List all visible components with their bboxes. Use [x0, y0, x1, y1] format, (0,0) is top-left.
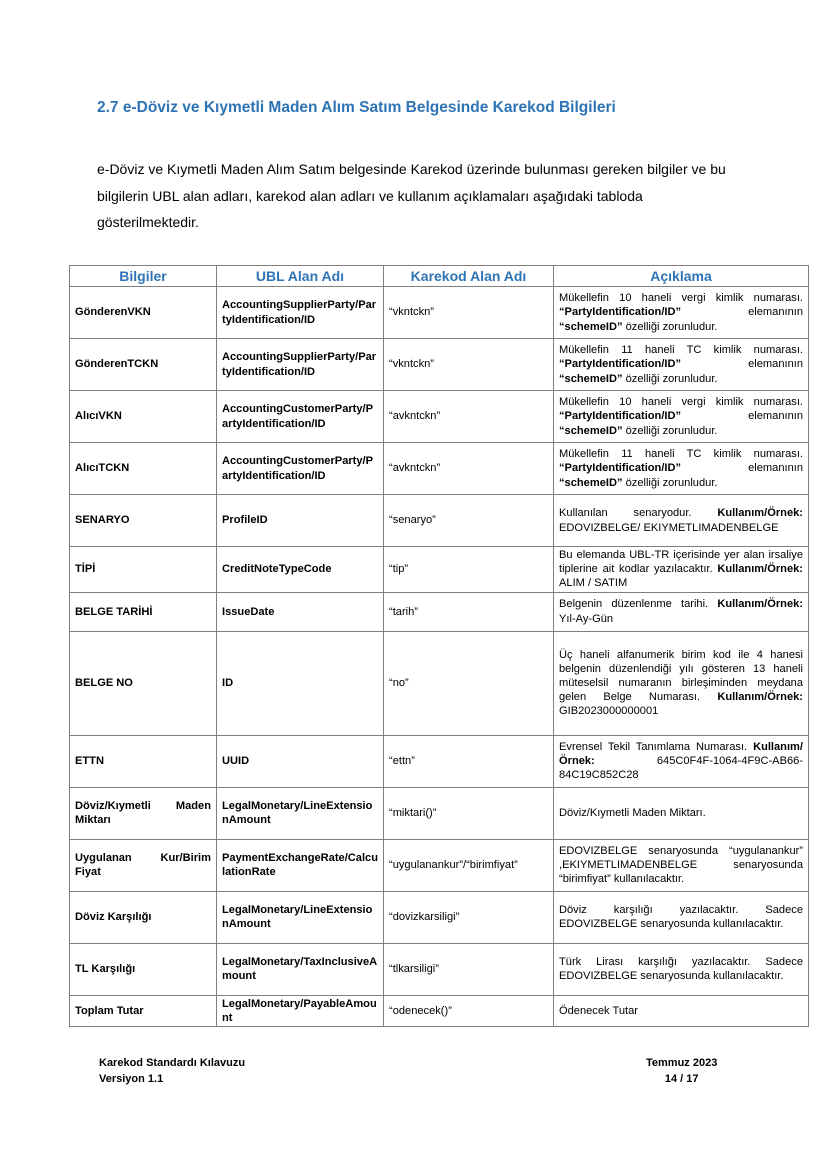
cell-aciklama [554, 443, 809, 495]
emphasis-text: “PartyIdentification/ID” [559, 410, 682, 423]
cell-bilgi: ETTN [70, 735, 217, 787]
cell-bilgi: SENARYO [70, 495, 217, 547]
description-text: elemanının [681, 358, 803, 371]
table-row [70, 891, 809, 943]
footer-page-number: 14 / 17 [664, 1073, 699, 1085]
cell-karekod-alan-adi: “tarih” [384, 592, 554, 631]
table-row [70, 391, 809, 443]
description-text: Mükellefin 11 haneli TC kimlik numarası. [559, 344, 803, 357]
cell-ubl-alan-adi: LegalMonetary/LineExtensionAmount [217, 787, 384, 839]
cell-ubl-alan-adi: CreditNoteTypeCode [217, 547, 384, 593]
cell-ubl-alan-adi: ID [217, 631, 384, 735]
description-text: Kullanılan senaryodur. [559, 507, 718, 520]
cell-bilgi: GönderenVKN [70, 287, 217, 339]
description-text: Ödenecek Tutar [559, 1004, 638, 1017]
cell-ubl-alan-adi: AccountingCustomerParty/PartyIdentification/ID [217, 391, 384, 443]
cell-ubl-alan-adi: LegalMonetary/LineExtensionAmount [217, 891, 384, 943]
cell-bilgi: Toplam Tutar [70, 995, 217, 1026]
table-row [70, 547, 809, 593]
cell-karekod-alan-adi: “vkntckn” [384, 339, 554, 391]
cell-aciklama [554, 943, 809, 995]
table-row [70, 943, 809, 995]
description-text: Mükellefin 10 haneli vergi kimlik numarası. [559, 396, 803, 409]
table-header-row [70, 266, 809, 287]
description-text: Mükellefin 11 haneli TC kimlik numarası. [559, 448, 803, 461]
cell-aciklama [554, 891, 809, 943]
cell-ubl-alan-adi: IssueDate [217, 592, 384, 631]
cell-karekod-alan-adi: “uygulanankur”/“birimfiyat” [384, 839, 554, 891]
description-text: Mükellefin 10 haneli vergi kimlik numarası. [559, 292, 803, 305]
description-text: Döviz karşılığı yazılacaktır. Sadece EDOVIZBELGE senaryosunda kullanılacaktır. [559, 903, 803, 931]
cell-karekod-alan-adi: “dovizkarsiligi” [384, 891, 554, 943]
footer-left [99, 1055, 245, 1087]
emphasis-text: Kullanım/Örnek: [717, 507, 803, 520]
cell-ubl-alan-adi: AccountingSupplierParty/PartyIdentification/ID [217, 287, 384, 339]
emphasis-text: “PartyIdentification/ID” [559, 358, 682, 371]
header-ubl-alan-adi: UBL Alan Adı [217, 266, 384, 287]
cell-aciklama [554, 391, 809, 443]
footer-date: Temmuz 2023 [646, 1057, 718, 1069]
emphasis-text: Kullanım/Örnek: [559, 740, 803, 767]
cell-karekod-alan-adi: “avkntckn” [384, 391, 554, 443]
emphasis-text: “PartyIdentification/ID” [559, 462, 682, 475]
cell-bilgi: TL Karşılığı [70, 943, 217, 995]
table-row [70, 839, 809, 891]
header-karekod-alan-adi: Karekod Alan Adı [384, 266, 554, 287]
table-row [70, 495, 809, 547]
cell-bilgi: BELGE TARİHİ [70, 592, 217, 631]
cell-karekod-alan-adi: “tip” [384, 547, 554, 593]
description-text: ALIM / SATIM [559, 577, 628, 590]
section-heading: 2.7 e-Döviz ve Kıymetli Maden Alım Satım Belgesinde Karekod Bilgileri [97, 99, 616, 116]
header-aciklama: Açıklama [554, 266, 809, 287]
cell-ubl-alan-adi: PaymentExchangeRate/CalculationRate [217, 839, 384, 891]
cell-karekod-alan-adi: “ettn” [384, 735, 554, 787]
table-row [70, 995, 809, 1026]
description-text: elemanının [681, 462, 803, 475]
cell-aciklama [554, 631, 809, 735]
description-text: özelliği zorunludur. [622, 320, 718, 333]
cell-bilgi: TİPİ [70, 547, 217, 593]
cell-karekod-alan-adi: “tlkarsiligi” [384, 943, 554, 995]
table-row [70, 443, 809, 495]
description-text: elemanının [681, 410, 803, 423]
description-text: elemanının [681, 306, 803, 319]
cell-bilgi: GönderenTCKN [70, 339, 217, 391]
cell-aciklama [554, 995, 809, 1026]
description-text: GIB2023000000001 [559, 705, 659, 718]
emphasis-text: “schemeID” [559, 424, 623, 437]
cell-bilgi: AlıcıVKN [70, 391, 217, 443]
header-bilgiler: Bilgiler [70, 266, 217, 287]
description-text: Yıl-Ay-Gün [559, 612, 614, 625]
cell-aciklama [554, 495, 809, 547]
description-text: Evrensel Tekil Tanımlama Numarası. [559, 740, 754, 753]
description-text: Belgenin düzenlenme tarihi. [559, 598, 718, 611]
qr-field-table [69, 265, 809, 1027]
table-row [70, 287, 809, 339]
description-text: özelliği zorunludur. [622, 476, 718, 489]
cell-karekod-alan-adi: “avkntckn” [384, 443, 554, 495]
cell-karekod-alan-adi: “vkntckn” [384, 287, 554, 339]
cell-karekod-alan-adi: “odenecek()” [384, 995, 554, 1026]
cell-ubl-alan-adi: AccountingCustomerParty/PartyIdentification/ID [217, 443, 384, 495]
cell-aciklama [554, 735, 809, 787]
intro-paragraph: e-Döviz ve Kıymetli Maden Alım Satım belgesinde Karekod üzerinde bulunması gereken bilgiler ve bu bilgilerin UBL alan adları, karekod alan adları ve kullanım açıklamaları aşağıdaki tabloda gösterilmektedir. [97, 161, 726, 230]
footer-version: Versiyon 1.1 [99, 1073, 164, 1085]
description-text: Döviz/Kıymetli Maden Miktarı. [559, 807, 706, 819]
table-row [70, 339, 809, 391]
cell-bilgi: Döviz/Kıymetli Maden Miktarı [70, 787, 217, 839]
cell-aciklama [554, 547, 809, 593]
emphasis-text: “PartyIdentification/ID” [559, 306, 682, 319]
emphasis-text: “schemeID” [559, 320, 623, 333]
description-text: Üç haneli alfanumerik birim kod ile 4 hanesi belgenin düzenlendiği yılı gösteren 13 haneli müteselsil numaranın birleşiminden meydana gelen Belge Numarası. [559, 648, 803, 704]
cell-aciklama [554, 592, 809, 631]
description-text: EDOVIZBELGE/ EKIYMETLIMADENBELGE [559, 521, 779, 534]
description-text: 645C0F4F-1064-4F9C-AB66-84C19C852C28 [559, 755, 803, 782]
emphasis-text: Kullanım/Örnek: [717, 691, 803, 704]
cell-ubl-alan-adi: ProfileID [217, 495, 384, 547]
cell-karekod-alan-adi: “senaryo” [384, 495, 554, 547]
cell-bilgi: Döviz Karşılığı [70, 891, 217, 943]
description-text: EDOVIZBELGE senaryosunda “uygulanankur” ,EKIYMETLIMADENBELGE senaryosunda “birimfiyat” kullanılacaktır. [559, 844, 803, 886]
footer-doc-title: Karekod Standardı Kılavuzu [99, 1057, 246, 1069]
emphasis-text: Kullanım/Örnek: [717, 598, 803, 611]
cell-bilgi: BELGE NO [70, 631, 217, 735]
cell-ubl-alan-adi: UUID [217, 735, 384, 787]
cell-bilgi: AlıcıTCKN [70, 443, 217, 495]
cell-aciklama [554, 287, 809, 339]
table-row [70, 631, 809, 735]
table-row [70, 735, 809, 787]
description-text: özelliği zorunludur. [622, 372, 718, 385]
cell-bilgi: Uygulanan Kur/Birim Fiyat [70, 839, 217, 891]
footer-right [646, 1055, 717, 1087]
table-body [70, 287, 809, 1027]
cell-aciklama [554, 787, 809, 839]
table-row [70, 592, 809, 631]
cell-ubl-alan-adi: LegalMonetary/TaxInclusiveAmount [217, 943, 384, 995]
cell-ubl-alan-adi: LegalMonetary/PayableAmount [217, 995, 384, 1026]
cell-aciklama [554, 839, 809, 891]
emphasis-text: Kullanım/Örnek: [717, 563, 803, 576]
table-row [70, 787, 809, 839]
cell-karekod-alan-adi: “miktari()” [384, 787, 554, 839]
emphasis-text: “schemeID” [559, 476, 623, 489]
description-text: Bu elemanda UBL-TR içerisinde yer alan irsaliye tiplerine ait kodlar yazılacaktır. [559, 549, 803, 576]
cell-ubl-alan-adi: AccountingSupplierParty/PartyIdentification/ID [217, 339, 384, 391]
emphasis-text: “schemeID” [559, 372, 623, 385]
description-text: Türk Lirası karşılığı yazılacaktır. Sadece EDOVIZBELGE senaryosunda kullanılacaktır. [559, 955, 803, 983]
description-text: özelliği zorunludur. [622, 424, 718, 437]
cell-aciklama [554, 339, 809, 391]
cell-karekod-alan-adi: “no” [384, 631, 554, 735]
